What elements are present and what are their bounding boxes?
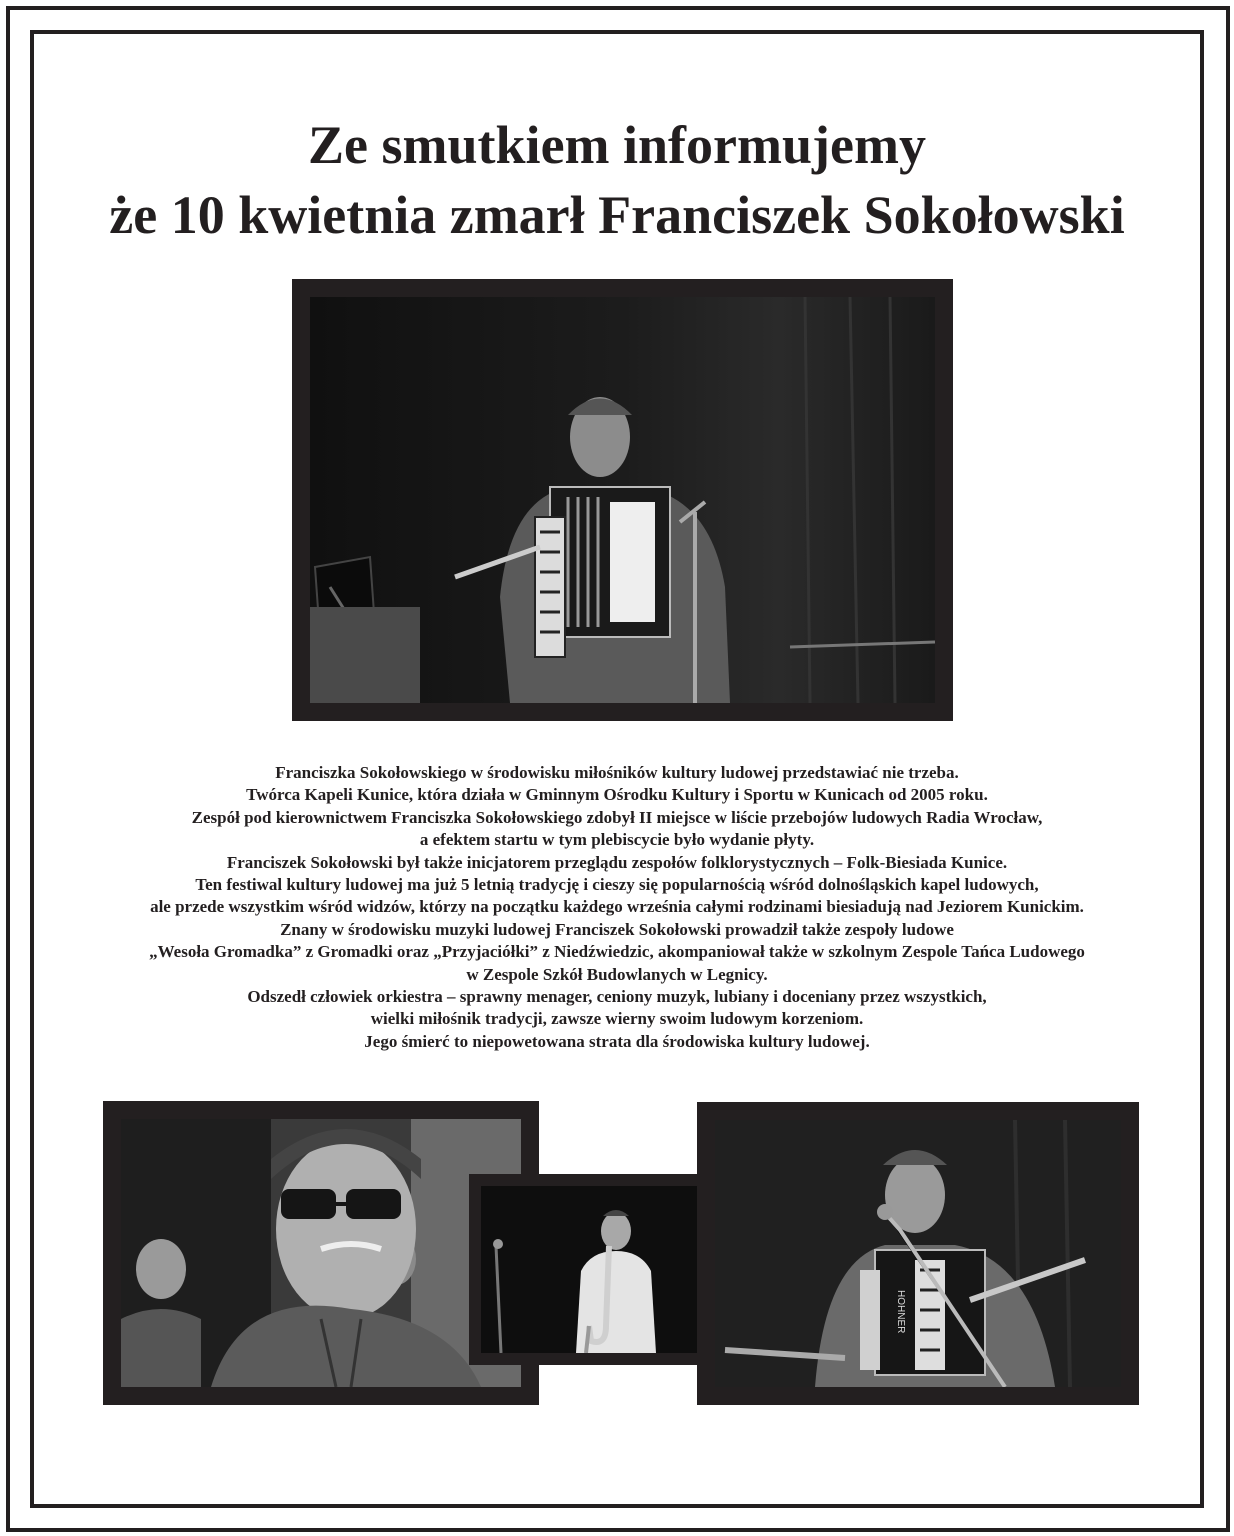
- main-photo: [292, 279, 953, 721]
- title-line-1: Ze smutkiem informujemy: [308, 115, 926, 175]
- saxophonist-image: [481, 1186, 698, 1353]
- main-photo-image: [310, 297, 935, 703]
- text-line: Odszedł człowiek orkiestra – sprawny menager, ceniony muzyk, lubiany i doceniany przez wszystkich,: [247, 987, 987, 1007]
- text-line: Ten festiwal kultury ludowej ma już 5 letnią tradycję i cieszy się popularnością wśród dolnośląskich kapel ludowych,: [195, 875, 1039, 895]
- accordion-brand-text: [895, 1290, 906, 1333]
- text-line: Jego śmierć to niepowetowana strata dla środowiska kultury ludowej.: [364, 1031, 870, 1051]
- text-line: a efektem startu w tym plebiscycie było wydanie płyty.: [419, 830, 815, 850]
- portrait-sunglasses-image: [121, 1119, 521, 1387]
- accordionist-singing-image: [715, 1120, 1121, 1387]
- title-line-2: że 10 kwietnia zmarł Franciszek Sokołowski: [109, 185, 1125, 245]
- page-title: [0, 110, 1234, 250]
- text-line: ale przede wszystkim wśród widzów, którzy na początku każdego września całymi rodzinami biesiadują nad Jeziorem Kunickim.: [150, 897, 1084, 917]
- photo-saxophonist: [469, 1174, 710, 1365]
- photo-accordionist-singing: [697, 1102, 1139, 1405]
- text-line: Twórca Kapeli Kunice, która działa w Gminnym Ośrodku Kultury i Sportu w Kunicach od 2005 roku.: [246, 785, 988, 805]
- svg-text:HOHNER: HOHNER: [895, 1290, 906, 1334]
- text-line: Franciszek Sokołowski był także inicjatorem przeglądu zespołów folklorystycznych – Folk-Biesiada Kunice.: [226, 852, 1008, 872]
- text-line: w Zespole Szkół Budowlanych w Legnicy.: [466, 964, 768, 984]
- obituary-text: [40, 762, 1194, 1053]
- text-line: Zespół pod kierownictwem Franciszka Sokołowskiego zdobył II miejsce w liście przebojów ludowych Radia Wrocław,: [191, 807, 1043, 827]
- text-line: Znany w środowisku muzyki ludowej Franciszek Sokołowski prowadził także zespoły ludowe: [280, 919, 954, 939]
- text-line: wielki miłośnik tradycji, zawsze wierny swoim ludowym korzeniom.: [370, 1009, 864, 1029]
- text-line: Franciszka Sokołowskiego w środowisku miłośników kultury ludowej przedstawiać nie trzeba.: [275, 763, 959, 782]
- text-line: „Wesoła Gromadka” z Gromadki oraz „Przyjaciółki” z Niedźwiedzic, akompaniował także w szkolnym Zespole Tańca Ludowego: [149, 942, 1085, 962]
